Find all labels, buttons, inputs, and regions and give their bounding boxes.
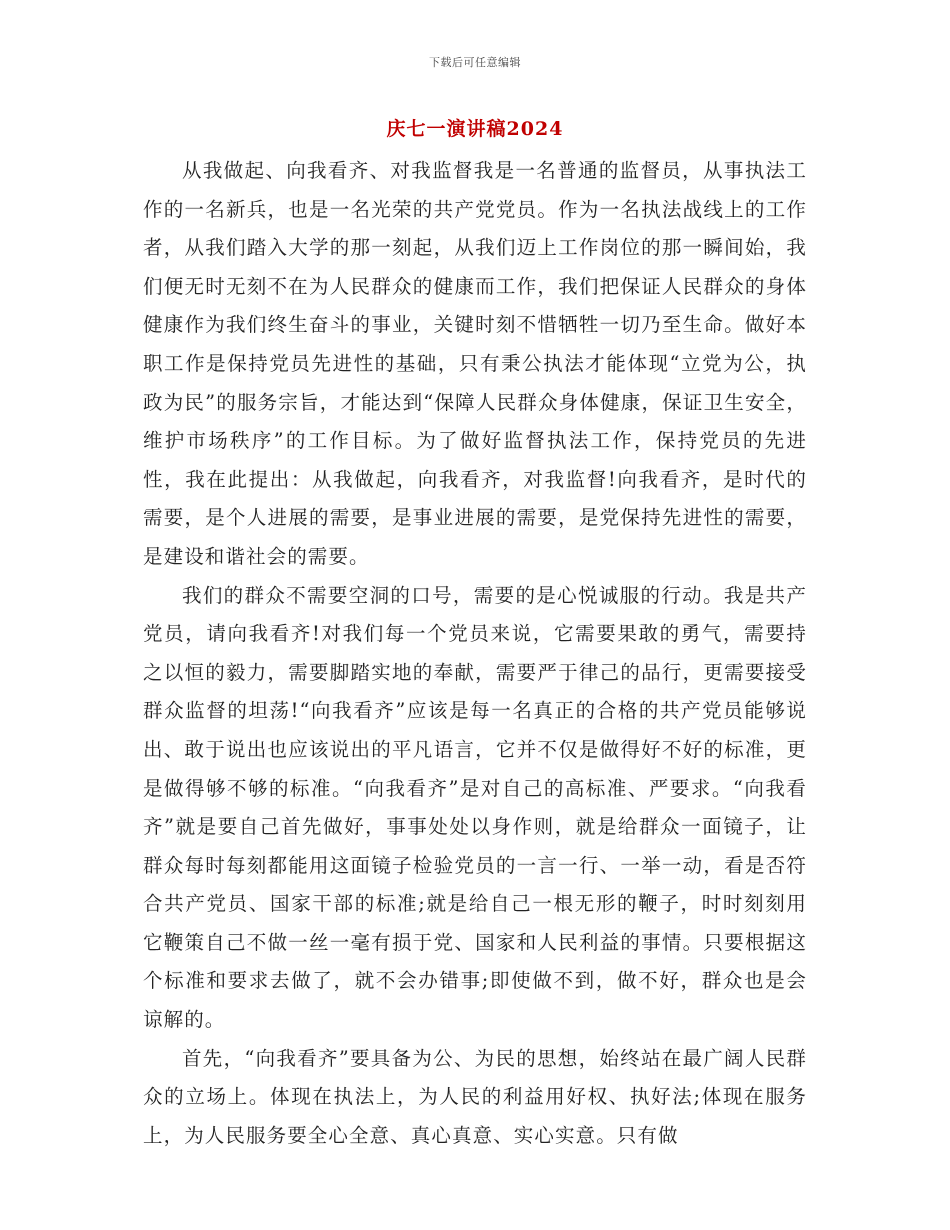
document-body <box>143 152 807 1155</box>
paragraph: 从我做起、向我看齐、对我监督我是一名普通的监督员，从事执法工作的一名新兵，也是一名光荣的共产党党员。作为一名执法战线上的工作者，从我们踏入大学的那一刻起，从我们迈上工作岗位的那一瞬间始，我们便无时无刻不在为人民群众的健康而工作，我们把保证人民群众的身体健康作为我们终生奋斗的事业，关键时刻不惜牺牲一切乃至生命。做好本职工作是保持党员先进性的基础，只有秉公执法才能体现“立党为公，执政为民”的服务宗旨，才能达到“保障人民群众身体健康，保证卫生安全，维护市场秩序”的工作目标。为了做好监督执法工作，保持党员的先进性，我在此提出：从我做起，向我看齐，对我监督!向我看齐，是时代的需要，是个人进展的需要，是事业进展的需要，是党保持先进性的需要，是建设和谐社会的需要。 <box>143 159 807 568</box>
document-title: 庆七一演讲稿2024 <box>386 118 564 140</box>
page-header: 下载后可任意编辑 <box>429 56 521 69</box>
paragraph: 首先，“向我看齐”要具备为公、为民的思想，始终站在最广阔人民群众的立场上。体现在执法上，为人民的利益用好权、执好法;体现在服务上，为人民服务要全心全意、真心真意、实心实意。只有做 <box>143 1046 807 1147</box>
paragraph: 我们的群众不需要空洞的口号，需要的是心悦诚服的行动。我是共产党员，请向我看齐!对我们每一个党员来说，它需要果敢的勇气，需要持之以恒的毅力，需要脚踏实地的奉献，需要严于律己的品行，更需要接受群众监督的坦荡!“向我看齐”应该是每一名真正的合格的共产党员能够说出、敢于说出也应该说出的平凡语言，它并不仅是做得好不好的标准，更是做得够不够的标准。“向我看齐”是对自己的高标准、严要求。“向我看齐”就是要自己首先做好，事事处处以身作则，就是给群众一面镜子，让群众每时每刻都能用这面镜子检验党员的一言一行、一举一动，看是否符合共产党员、国家干部的标准;就是给自己一根无形的鞭子，时时刻刻用它鞭策自己不做一丝一毫有损于党、国家和人民利益的事情。只要根据这个标准和要求去做了，就不会办错事;即使做不到，做不好，群众也是会谅解的。 <box>143 583 807 1032</box>
